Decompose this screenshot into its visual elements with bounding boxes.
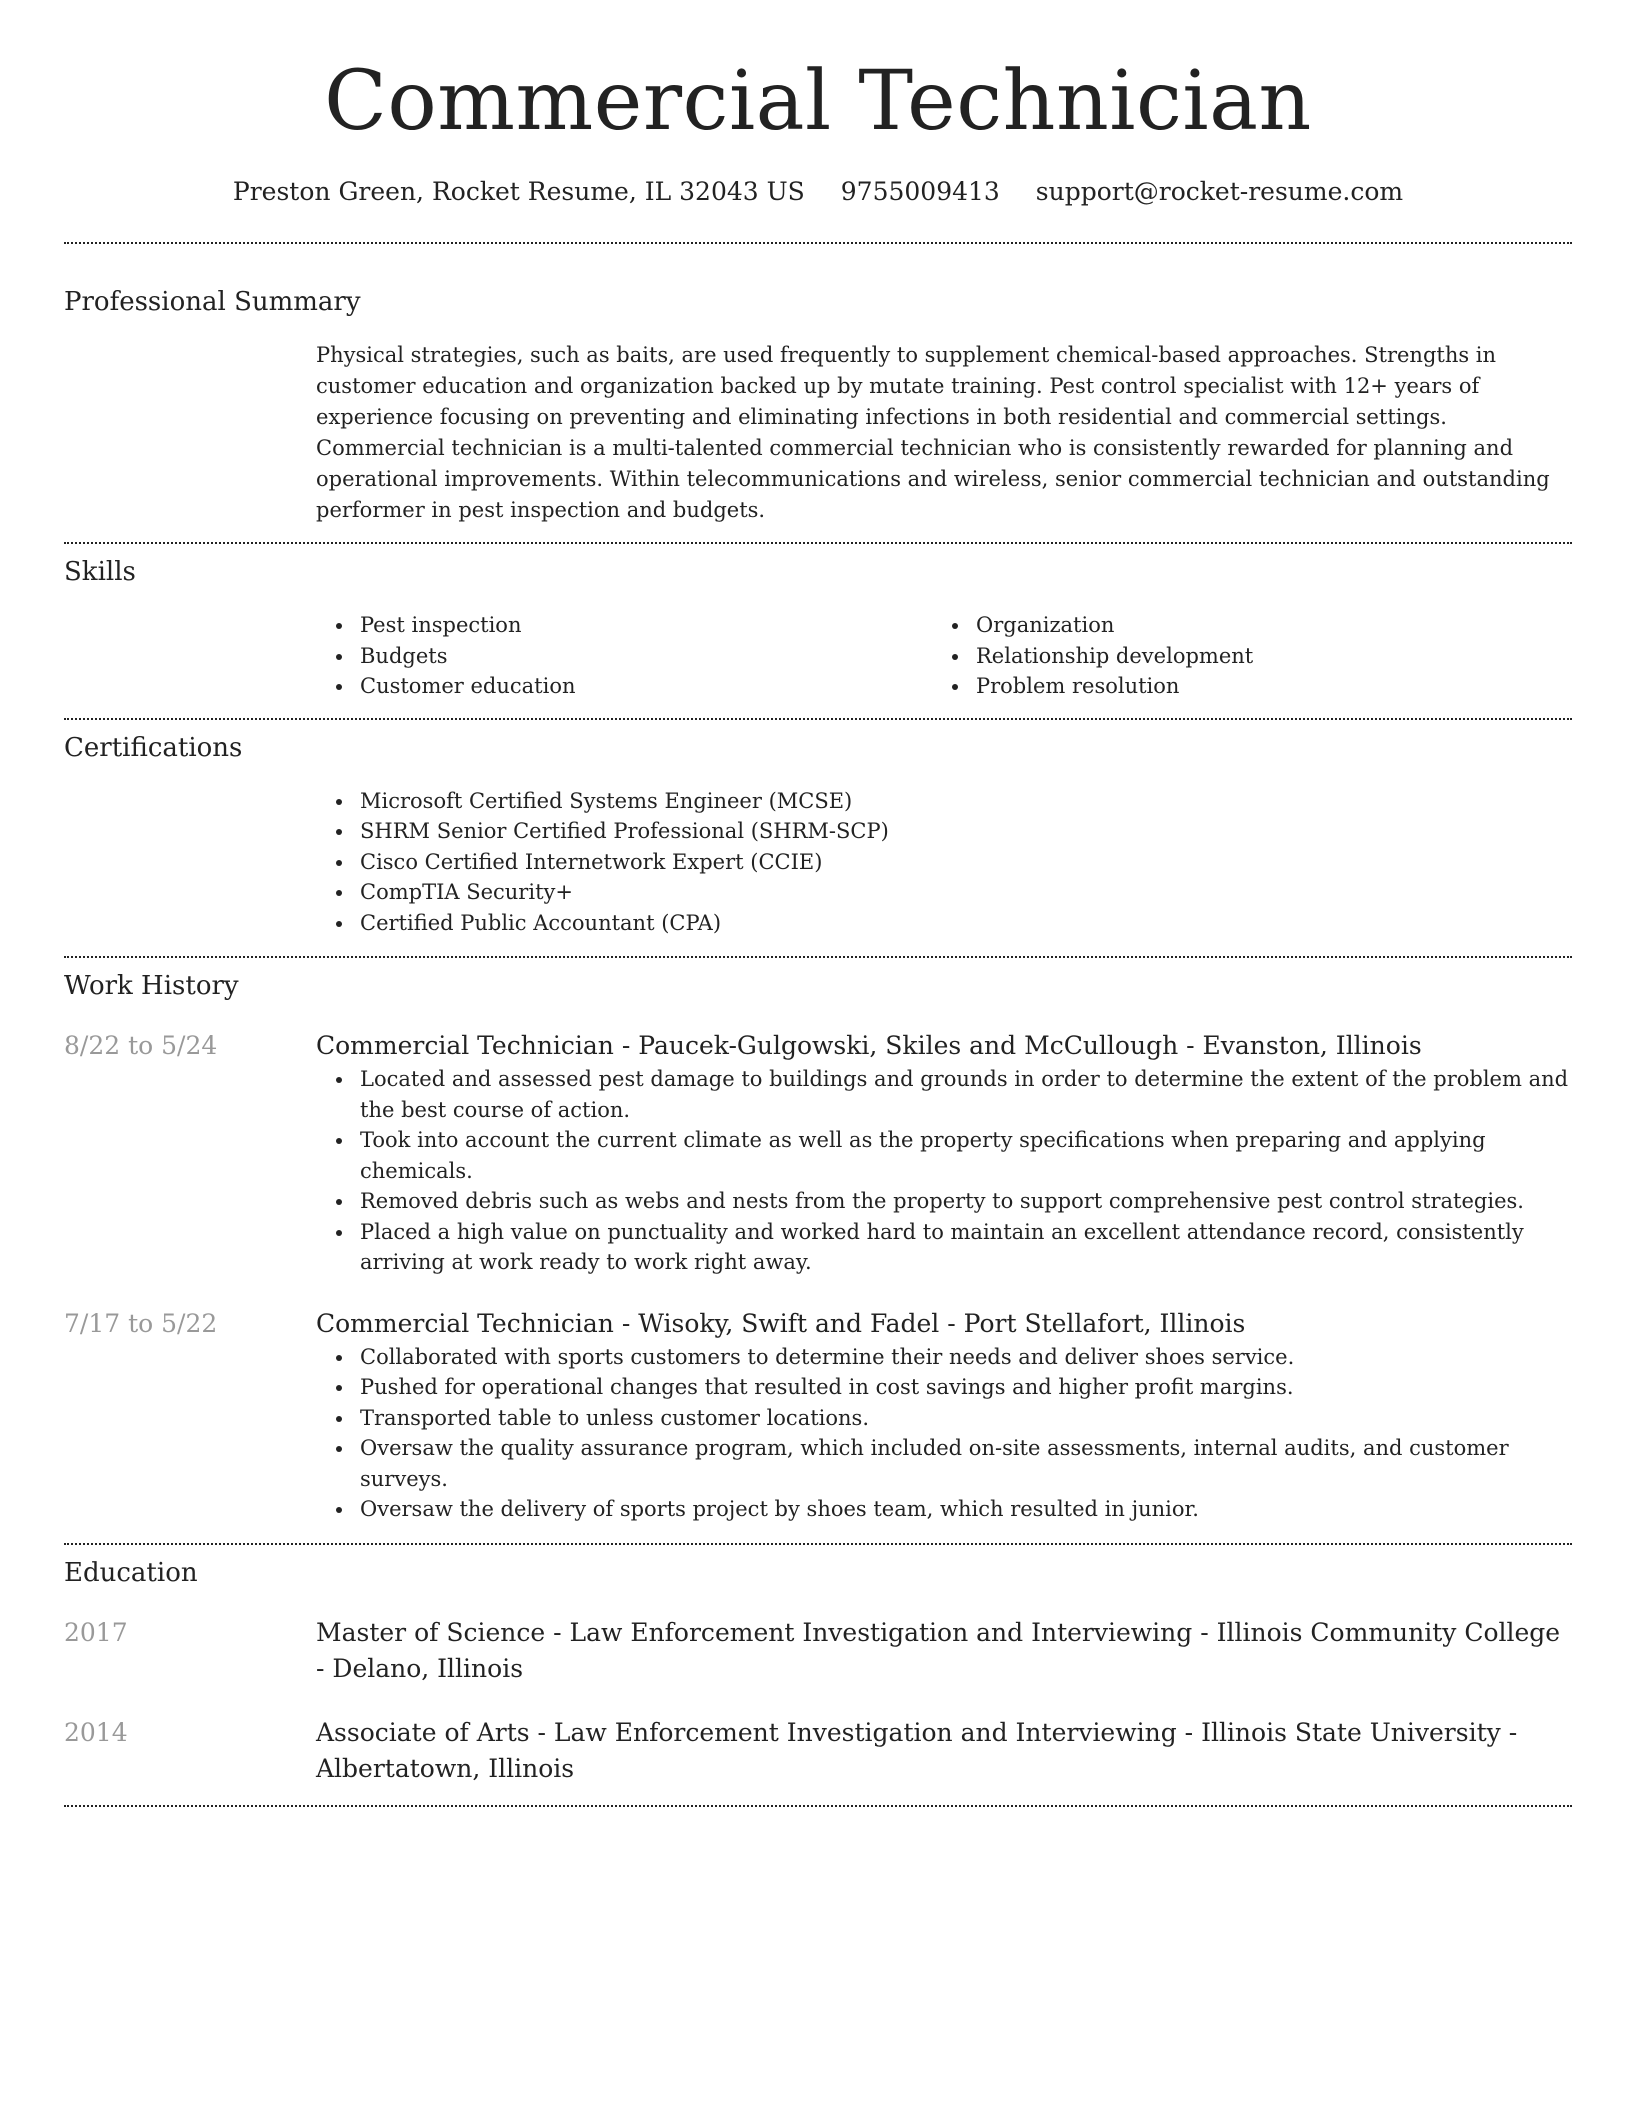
resume-title: Commercial Technician [324,54,1312,149]
work-bullet: Pushed for operational changes that resulted in cost savings and higher profit margins. [360,1372,1572,1403]
certification-item: CompTIA Security+ [360,877,1572,908]
skill-item: Relationship development [976,641,1548,672]
spacer [64,1525,1572,1543]
section-title-work-history: Work History [64,971,239,1001]
education-heading: Master of Science - Law Enforcement Investigation and Interviewing - Illinois Community College - Delano, Illinois [316,1617,1561,1683]
divider [64,242,1572,244]
work-bullet: Placed a high value on punctuality and worked hard to maintain an excellent attendance record, consistently arriving at work ready to work right away. [360,1217,1572,1278]
divider [64,956,1572,958]
spacer [64,1787,1572,1805]
section-title-certifications: Certifications [64,732,243,763]
contact-address: Preston Green, Rocket Resume, IL 32043 US [232,177,805,206]
education-year: 2017 [64,1617,128,1647]
work-entry [64,1028,1572,1278]
certification-item: SHRM Senior Certified Professional (SHRM-SCP) [360,816,1572,847]
work-bullets [316,1064,1572,1278]
contact-email: support@rocket-resume.com [1035,177,1404,206]
section-title-education: Education [64,1557,198,1588]
certifications-block [316,786,1572,939]
divider [64,1805,1572,1807]
education-entry [64,1615,1572,1687]
skills-list-left [316,610,932,702]
work-bullets [316,1342,1572,1525]
work-entry [64,1306,1572,1525]
contact-phone: 9755009413 [840,177,1000,206]
education-entry-body [316,1715,1572,1787]
education-heading: Associate of Arts - Law Enforcement Investigation and Interviewing - Illinois State University - Albertatown, Illinois [316,1717,1518,1783]
skill-item: Customer education [360,671,932,702]
work-bullet: Transported table to unless customer locations. [360,1403,1572,1434]
certification-item: Microsoft Certified Systems Engineer (MCSE) [360,786,1572,817]
skills-column-left [316,610,932,702]
skills-list-right [932,610,1548,702]
work-bullet: Oversaw the delivery of sports project by shoes team, which resulted in junior. [360,1494,1572,1525]
skill-item: Organization [976,610,1548,641]
divider [64,718,1572,720]
divider [64,542,1572,544]
work-heading: Commercial Technician - Wisoky, Swift and Fadel - Port Stellafort, Illinois [316,1308,1246,1338]
skill-item: Problem resolution [976,671,1548,702]
work-entry-body [316,1306,1572,1525]
work-dates: 8/22 to 5/24 [64,1031,218,1060]
certification-item: Certified Public Accountant (CPA) [360,908,1572,939]
work-dates: 7/17 to 5/22 [64,1308,218,1338]
work-bullet: Located and assessed pest damage to buildings and grounds in order to determine the extent of the problem and the best course of action. [360,1064,1572,1125]
education-entry-body [316,1615,1572,1687]
work-bullet: Took into account the current climate as well as the property specifications when preparing and applying chemicals. [360,1125,1572,1186]
education-year: 2014 [64,1717,128,1747]
section-title-skills: Skills [64,557,136,587]
certification-item: Cisco Certified Internetwork Expert (CCIE) [360,847,1572,878]
skills-grid [316,610,1572,702]
skills-column-right [932,610,1548,702]
work-bullet: Oversaw the quality assurance program, which included on-site assessments, internal audits, and customer surveys. [360,1433,1572,1494]
work-bullet: Removed debris such as webs and nests from the property to support comprehensive pest control strategies. [360,1186,1572,1217]
skill-item: Pest inspection [360,610,932,641]
contact-line [64,174,1572,210]
section-title-summary: Professional Summary [64,287,361,317]
summary-text: Physical strategies, such as baits, are used frequently to supplement chemical-based approaches. Strengths in customer education and organization backed up by mutate training. Pest control specialist with 12+ years of experience focusing on preventing and eliminating infections in both residential and commercial settings. Commercial technician is a multi-talented commercial technician who is consistently rewarded for planning and operational improvements. Within telecommunications and wireless, senior commercial technician and outstanding performer in pest inspection and budgets. [316,343,1550,522]
work-entry-body [316,1028,1572,1278]
resume-page [64,0,1572,1807]
education-entry [64,1715,1572,1787]
certifications-list [316,786,1572,939]
work-heading: Commercial Technician - Paucek-Gulgowski, Skiles and McCullough - Evanston, Illinois [316,1031,1422,1060]
divider [64,1543,1572,1545]
skill-item: Budgets [360,641,932,672]
work-bullet: Collaborated with sports customers to determine their needs and deliver shoes service. [360,1342,1572,1373]
